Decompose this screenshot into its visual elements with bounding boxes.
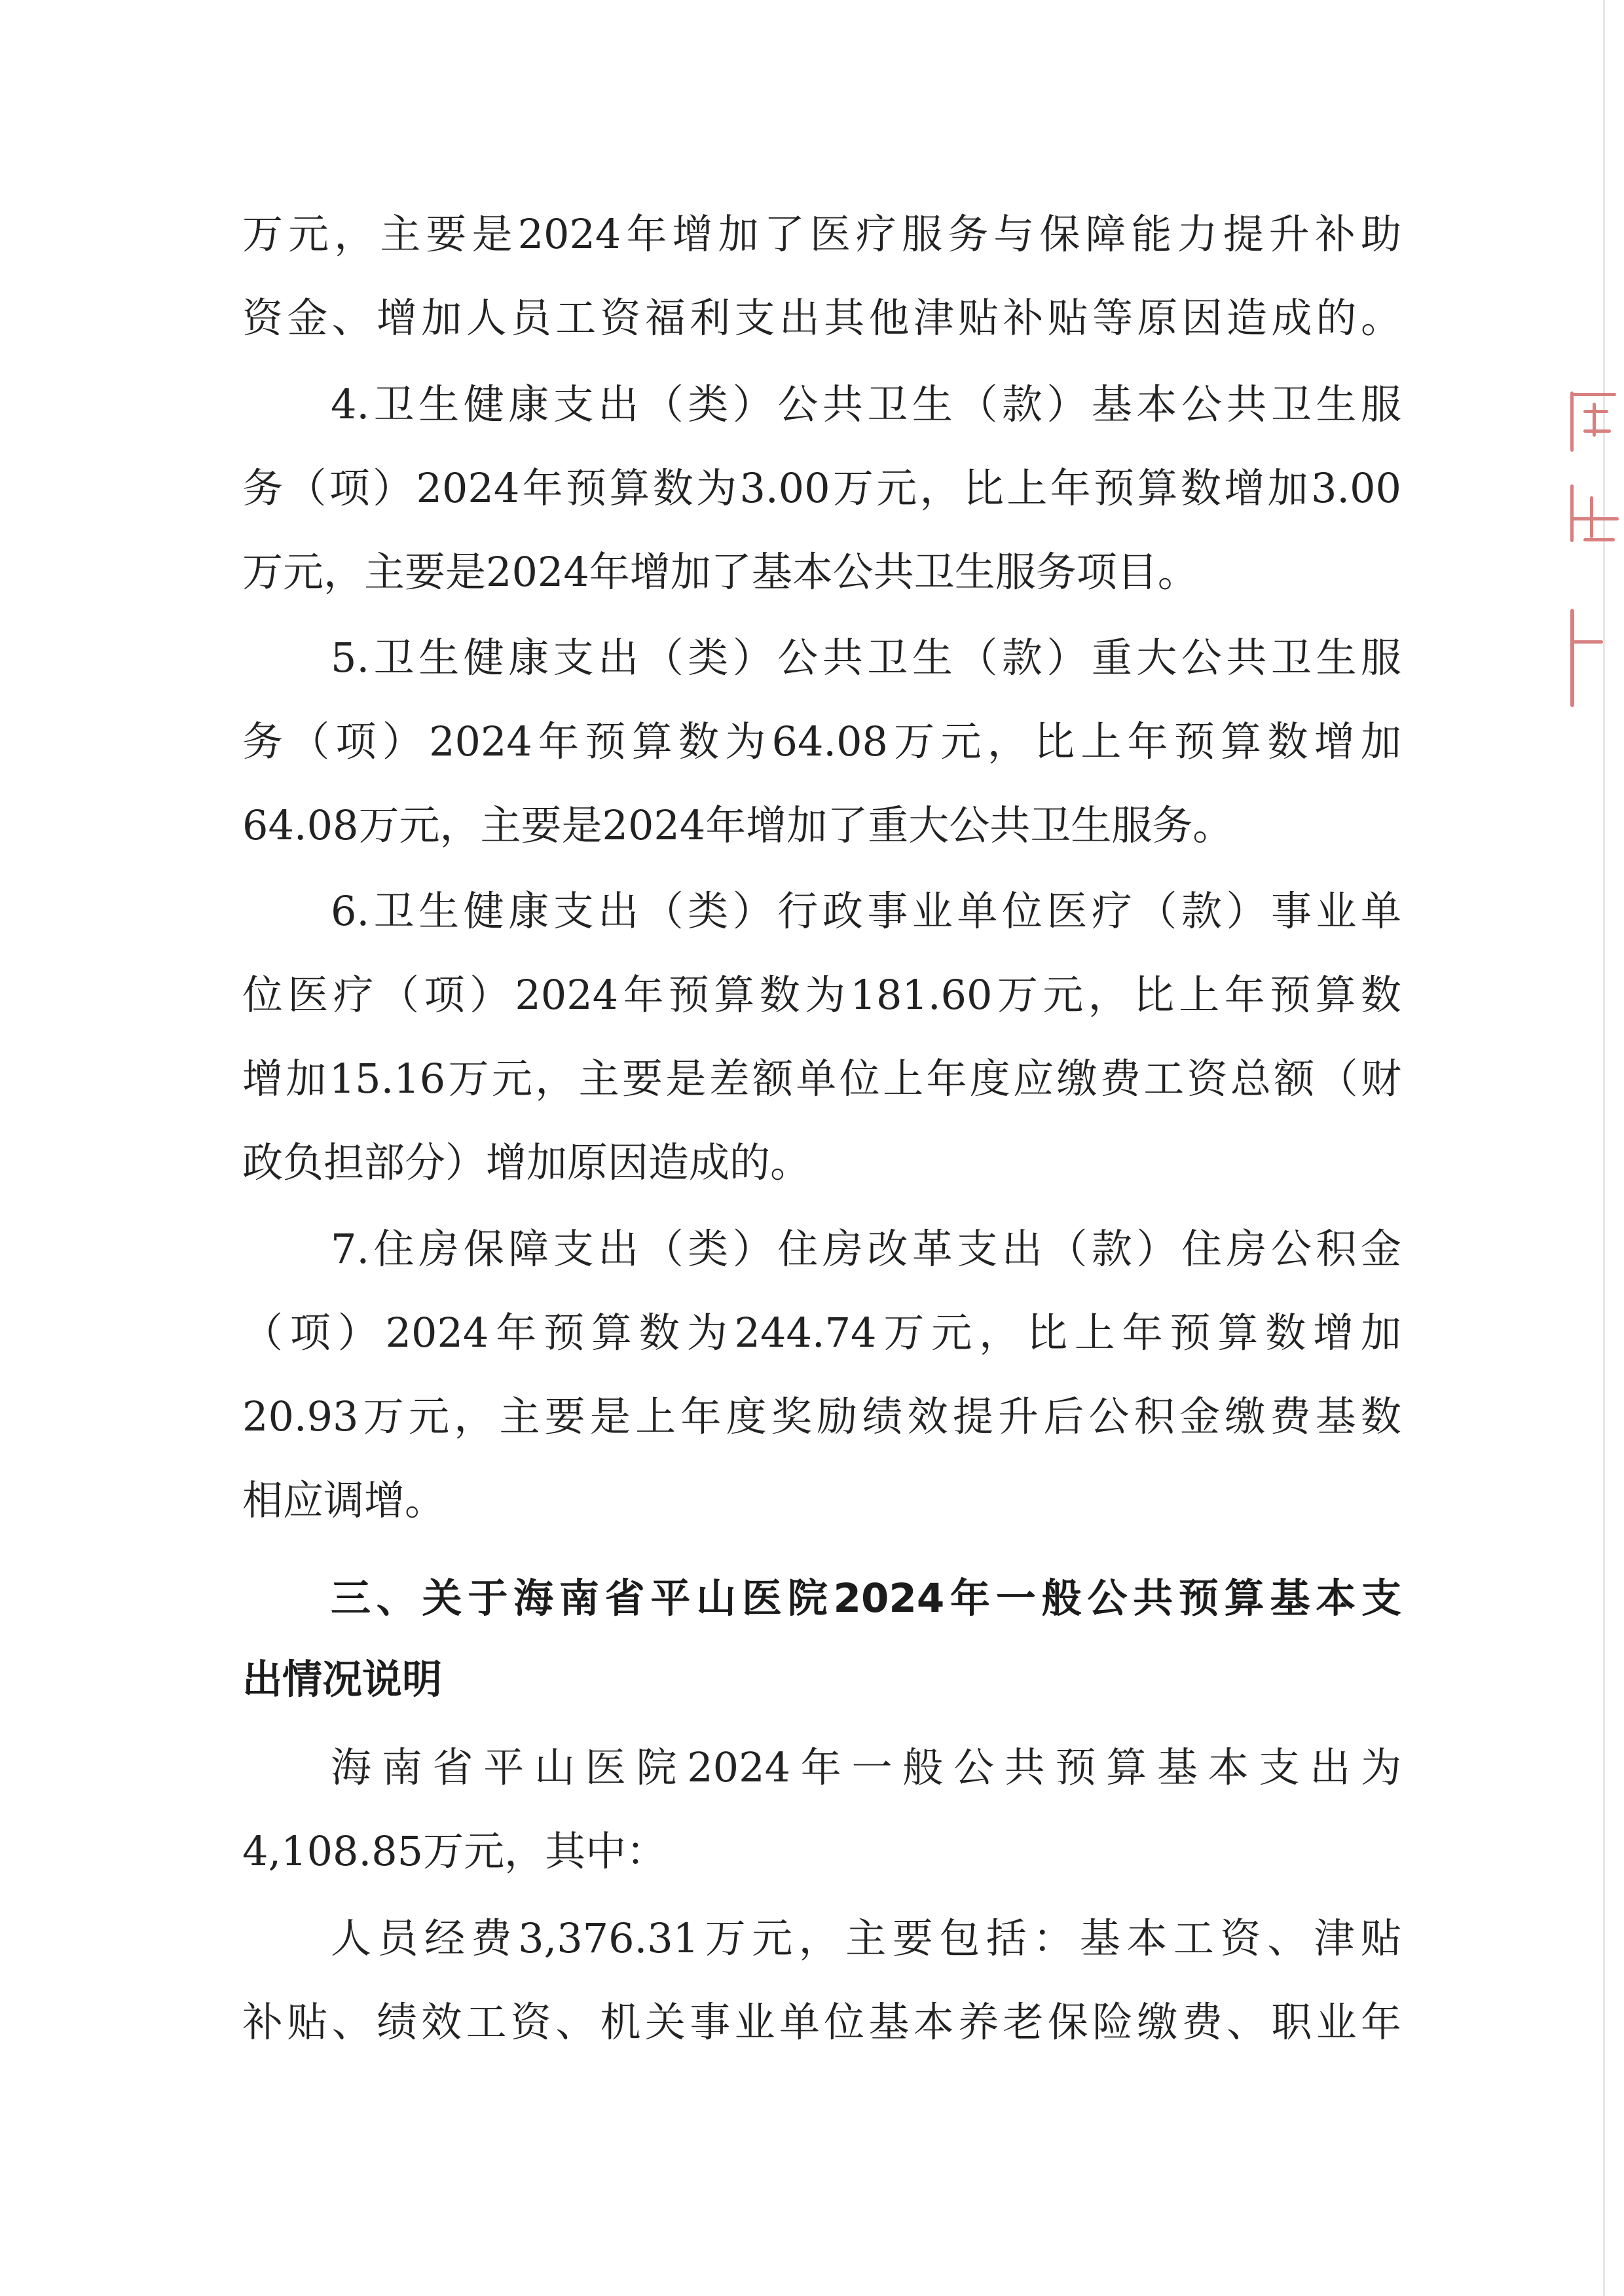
paragraph-4-line-3: 万元，主要是2024年增加了基本公共卫生服务项目。: [242, 548, 1198, 596]
basic-expense-line-2: 4,108.85万元，其中：: [242, 1827, 667, 1875]
paragraph-7-line-2: （项）2024年预算数为244.74万元，比上年预算数增加: [242, 1309, 1401, 1357]
paragraph-6-line-1: 6.卫生健康支出（类）行政事业单位医疗（款）事业单: [331, 887, 1401, 935]
section-heading-line-2: 出情况说明: [242, 1656, 443, 1703]
paragraph-5-line-3: 64.08万元，主要是2024年增加了重大公共卫生服务。: [242, 801, 1234, 849]
paragraph-6-line-4: 政负担部分）增加原因造成的。: [242, 1139, 811, 1186]
body-line-2: 资金、增加人员工资福利支出其他津贴补贴等原因造成的。: [242, 294, 1401, 342]
personnel-expense-line-2: 补贴、绩效工资、机关事业单位基本养老保险缴费、职业年: [242, 1998, 1401, 2046]
personnel-expense-line-1: 人员经费3,376.31万元，主要包括：基本工资、津贴: [331, 1914, 1401, 1962]
paragraph-4-line-2: 务（项）2024年预算数为3.00万元，比上年预算数增加3.00: [242, 464, 1401, 512]
scan-right-edge: [1603, 0, 1605, 2296]
paragraph-6-line-3: 增加15.16万元，主要是差额单位上年度应缴费工资总额（财: [242, 1055, 1401, 1102]
body-line-1: 万元，主要是2024年增加了医疗服务与保障能力提升补助: [242, 210, 1401, 258]
paragraph-4-line-1: 4.卫生健康支出（类）公共卫生（款）基本公共卫生服: [331, 380, 1401, 428]
section-heading-line-1: 三、关于海南省平山医院2024年一般公共预算基本支: [331, 1575, 1401, 1622]
paragraph-6-line-2: 位医疗（项）2024年预算数为181.60万元，比上年预算数: [242, 971, 1401, 1019]
paragraph-7-line-4: 相应调增。: [242, 1476, 446, 1524]
paragraph-5-line-2: 务（项）2024年预算数为64.08万元，比上年预算数增加: [242, 718, 1401, 765]
red-seal-mark: [1559, 386, 1624, 727]
paragraph-5-line-1: 5.卫生健康支出（类）公共卫生（款）重大公共卫生服: [331, 634, 1401, 682]
paragraph-7-line-3: 20.93万元，主要是上年度奖励绩效提升后公积金缴费基数: [242, 1393, 1401, 1440]
paragraph-7-line-1: 7.住房保障支出（类）住房改革支出（款）住房公积金: [331, 1225, 1401, 1273]
basic-expense-line-1: 海南省平山医院2024年一般公共预算基本支出为: [331, 1743, 1401, 1791]
